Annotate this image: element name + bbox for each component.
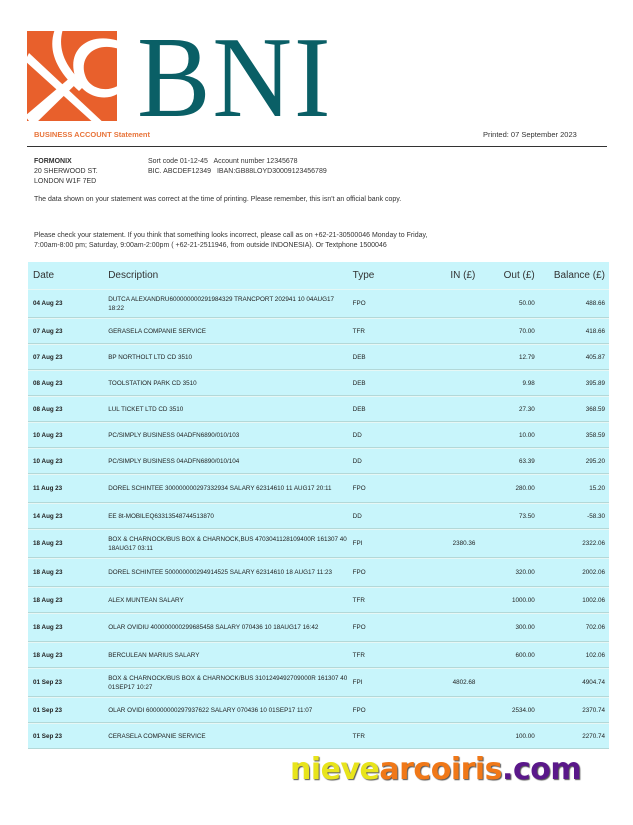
header-description: Description [108, 270, 159, 281]
table-row [28, 529, 609, 558]
table-row [28, 370, 609, 396]
bank-name: BNI [137, 14, 333, 142]
cell-out: 70.00 [518, 327, 535, 335]
watermark [290, 752, 581, 787]
cell-balance: -58.30 [587, 512, 605, 520]
cell-date: 11 Aug 23 [33, 485, 63, 492]
accuracy-note: The data shown on your statement was correct at the time of printing. Please remember, this isn't an official bank copy. [34, 196, 402, 203]
header-divider [27, 146, 607, 147]
cell-description: OLAR OVIDIU 400000000299685458 SALARY 070436 10 18AUG17 16:42 [108, 624, 319, 631]
cell-date: 10 Aug 23 [33, 431, 63, 439]
cell-type: TFR [352, 596, 365, 604]
watermark-part-3: .com [502, 752, 582, 787]
table-row [28, 289, 609, 318]
cell-description: LUL TICKET LTD CD 3510 [108, 405, 184, 413]
watermark-part-2: arcoiris [379, 752, 503, 787]
cell-type: FPO [352, 300, 366, 307]
cell-date: 01 Sep 23 [33, 706, 63, 714]
table-row [28, 613, 609, 642]
customer-name: FORMONIX [34, 158, 72, 165]
cell-out: 9.98 [522, 379, 535, 387]
cell-out: 300.00 [515, 624, 535, 631]
cell-out: 100.00 [515, 732, 535, 740]
cell-balance: 2002.06 [582, 569, 605, 576]
transactions-table [28, 262, 609, 749]
address-line-1: 20 SHERWOOD ST. [34, 168, 98, 175]
table-row [28, 723, 609, 749]
header-date: Date [33, 270, 55, 281]
cell-balance: 2322.06 [582, 540, 605, 547]
cell-description: BOX & CHARNOCK/BUS BOX & CHARNOCK,BUS 4703041128109400R 161307 40 18AUG17 03:11 [108, 535, 347, 552]
cell-description: BOX & CHARNOCK/BUS BOX & CHARNOCK/BUS 3101249492709000R 161307 40 01SEP17 10:27 [108, 674, 348, 691]
table-row [28, 396, 609, 422]
table-header [28, 262, 609, 289]
header-balance: Balance (£) [553, 270, 605, 281]
cell-date: 08 Aug 23 [33, 405, 63, 413]
header-in: IN (£) [450, 270, 476, 281]
cell-in: 2380.36 [452, 540, 476, 547]
table-row [28, 318, 609, 344]
cell-out: 1000.00 [511, 596, 535, 604]
cell-out: 73.50 [518, 512, 535, 520]
cell-type: FPO [352, 706, 366, 714]
sort-code: Sort code 01-12-45 [148, 158, 208, 165]
cell-description: TOOLSTATION PARK CD 3510 [108, 379, 197, 387]
table-row [28, 558, 609, 587]
cell-balance: 1002.06 [582, 596, 605, 604]
cell-out: 50.00 [518, 300, 535, 307]
table-body [28, 289, 609, 749]
cell-date: 07 Aug 23 [33, 327, 63, 335]
customer-address [34, 157, 98, 187]
cell-out: 10.00 [518, 431, 535, 439]
printed-date: Printed: 07 September 2023 [483, 130, 577, 139]
cell-balance: 2270.74 [582, 732, 605, 740]
table-row [28, 344, 609, 370]
table-row [28, 474, 609, 503]
cell-type: DEB [352, 379, 366, 387]
cell-date: 07 Aug 23 [33, 353, 63, 361]
cell-type: FPO [352, 485, 366, 492]
cell-balance: 395.89 [585, 379, 605, 387]
table-row [28, 422, 609, 448]
cell-date: 18 Aug 23 [33, 651, 63, 659]
cell-description: ALEX MUNTEAN SALARY [108, 596, 184, 604]
watermark-part-1: nieve [290, 752, 380, 787]
table-row [28, 503, 609, 529]
cell-date: 14 Aug 23 [33, 512, 63, 520]
cell-balance: 15.20 [589, 485, 605, 492]
cell-out: 12.79 [518, 353, 535, 361]
address-line-2: LONDON W1F 7ED [34, 178, 97, 185]
cell-in: 4802.68 [452, 679, 476, 686]
table-row [28, 587, 609, 613]
cell-type: DD [352, 431, 362, 439]
header-out: Out (£) [503, 270, 535, 281]
cell-type: DD [352, 457, 362, 465]
cell-balance: 488.66 [585, 300, 605, 307]
cell-type: TFR [352, 327, 365, 335]
cell-date: 18 Aug 23 [33, 596, 63, 604]
cell-out: 27.30 [518, 405, 535, 413]
account-details [148, 157, 331, 177]
cell-description: PC/SIMPLY BUSINESS 04ADFN6890/010/103 [108, 431, 240, 439]
cell-description: OLAR OVIDI 600000000297937622 SALARY 070436 10 01SEP17 11:07 [108, 706, 313, 714]
cell-balance: 295.20 [585, 457, 605, 465]
cell-date: 18 Aug 23 [33, 569, 63, 576]
cell-date: 01 Sep 23 [33, 732, 63, 740]
cell-out: 320.00 [515, 569, 535, 576]
table-row [28, 697, 609, 723]
cell-out: 280.00 [515, 485, 535, 492]
bni-logo-mark-icon [27, 31, 117, 121]
cell-description: DUTCA ALEXANDRU600000000291984329 TRANCPORT 202941 10 04AUG17 18:22 [108, 295, 334, 312]
table-row [28, 668, 609, 697]
cell-balance: 358.59 [585, 431, 605, 439]
table-row [28, 448, 609, 474]
cell-type: DD [352, 512, 362, 520]
table-row [28, 642, 609, 668]
cell-description: CERASELA COMPANIE SERVICE [108, 732, 206, 740]
cell-type: FPI [352, 540, 363, 547]
cell-balance: 702.06 [585, 624, 605, 631]
cell-out: 600.00 [515, 651, 535, 659]
cell-description: EE 8t-MOBILEQ63313548744513870 [108, 512, 214, 520]
cell-description: DOREL SCHINTEE 300000000297332934 SALARY 62314610 11 AUG17 20:11 [108, 485, 332, 492]
cell-date: 08 Aug 23 [33, 379, 63, 387]
cell-balance: 418.66 [585, 327, 605, 335]
cell-balance: 368.59 [585, 405, 605, 413]
cell-date: 04 Aug 23 [33, 300, 63, 307]
cell-type: DEB [352, 405, 366, 413]
header-type: Type [352, 270, 375, 281]
iban: IBAN:GB88LOYD30009123456789 [216, 168, 327, 175]
cell-description: BP NORTHOLT LTD CD 3510 [108, 353, 192, 361]
cell-description: GERASELA COMPANIE SERVICE [108, 327, 206, 335]
contact-note: Please check your statement. If you think that something looks incorrect, please call as on +62-21-30500046 Monday to Friday, 7:00am-8:00 pm; Saturday, 9:00am-2:00pm ( +62-21-2511946, from outside INDONESIA). Or Textphone 1500046 [34, 232, 428, 249]
cell-balance: 2370.74 [582, 706, 605, 714]
cell-date: 01 Sep 23 [33, 679, 63, 686]
account-number: Account number 12345678 [213, 158, 298, 165]
cell-description: DOREL SCHINTEE 500000000294914525 SALARY 62314610 18 AUG17 11:23 [108, 569, 333, 576]
cell-type: FPO [352, 569, 366, 576]
cell-type: DEB [352, 353, 366, 361]
cell-out: 63.39 [518, 457, 535, 465]
cell-out: 2534.00 [511, 706, 535, 714]
cell-description: PC/SIMPLY BUSINESS 04ADFN6890/010/104 [108, 457, 240, 465]
cell-type: FPO [352, 624, 366, 631]
cell-date: 10 Aug 23 [33, 457, 63, 465]
cell-date: 18 Aug 23 [33, 624, 63, 631]
bic: BIC. ABCDEF12349 [148, 168, 212, 175]
statement-title: BUSINESS ACCOUNT Statement [34, 130, 150, 139]
cell-balance: 4904.74 [582, 679, 605, 686]
cell-type: TFR [352, 651, 365, 659]
cell-balance: 102.06 [585, 651, 605, 659]
cell-description: BERCULEAN MARIUS SALARY [108, 651, 200, 659]
cell-balance: 405.87 [585, 353, 605, 361]
cell-type: FPI [352, 679, 363, 686]
cell-type: TFR [352, 732, 365, 740]
cell-date: 18 Aug 23 [33, 540, 63, 547]
